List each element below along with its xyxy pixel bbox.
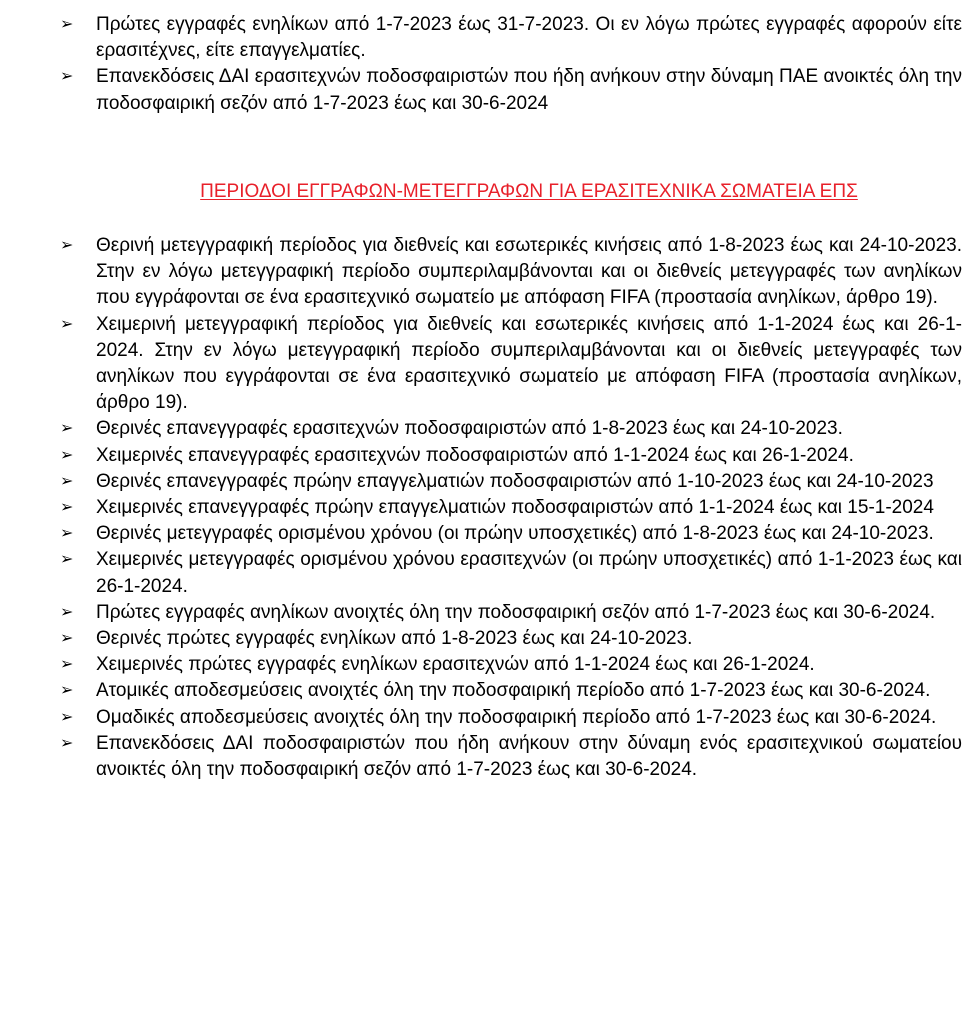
list-item xyxy=(60,443,962,469)
section-heading: ΠΕΡΙΟΔΟΙ ΕΓΓΡΑΦΩΝ-ΜΕΤΕΓΓΡΑΦΩΝ ΓΙΑ ΕΡΑΣΙΤΕΧΝΙΚΑ ΣΩΜΑΤΕΙΑ ΕΠΣ xyxy=(200,181,858,202)
list-item-text: Χειμερινές πρώτες εγγραφές ενηλίκων ερασιτεχνών από 1-1-2024 έως και 26-1-2024. xyxy=(96,654,815,676)
list-item-text: Ατομικές αποδεσμεύσεις ανοιχτές όλη την ποδοσφαιρική περίοδο από 1-7-2023 έως και 30-6-2024. xyxy=(96,680,931,702)
top-bullet-list xyxy=(60,12,962,117)
list-item-text: Ομαδικές αποδεσμεύσεις ανοιχτές όλη την ποδοσφαιρική περίοδο από 1-7-2023 έως και 30-6-2024. xyxy=(96,706,937,728)
arrow-right-icon: ➢ xyxy=(60,525,74,543)
list-item-text: Πρώτες εγγραφές ενηλίκων από 1-7-2023 έως 31-7-2023. Οι εν λόγω πρώτες εγγραφές αφορούν είτε ερασιτέχνες, είτε επαγγελματίες. xyxy=(96,14,962,62)
list-item-text: Χειμερινές μετεγγραφές ορισμένου χρόνου ερασιτεχνών (οι πρώην υποσχετικές) από 1-1-2023 έως και 26-1-2024. xyxy=(96,549,962,597)
arrow-right-icon: ➢ xyxy=(60,682,74,700)
list-item xyxy=(60,495,962,521)
list-item-text: Χειμερινή μετεγγραφική περίοδος για διεθνείς και εσωτερικές κινήσεις από 1-1-2024 έως και 26-1-2024. Στην εν λόγω μετεγγραφική περίοδο συμπεριλαμβάνονται και οι διεθνείς μετεγγραφές των ανηλίκων που εγγράφονται σε ένα ερασιτεχνικό σωματείο με απόφαση FIFA (προστασία ανηλίκων, άρθρο 19). xyxy=(96,313,962,414)
list-item xyxy=(60,678,962,704)
list-item-text: Θερινές πρώτες εγγραφές ενηλίκων από 1-8-2023 έως και 24-10-2023. xyxy=(96,628,693,650)
list-item xyxy=(60,12,962,64)
list-item xyxy=(60,469,962,495)
list-item-text: Πρώτες εγγραφές ανηλίκων ανοιχτές όλη την ποδοσφαιρική σεζόν από 1-7-2023 έως και 30-6-2024. xyxy=(96,601,936,623)
arrow-right-icon: ➢ xyxy=(60,551,74,569)
list-item xyxy=(60,416,962,442)
list-item xyxy=(60,652,962,678)
periods-bullet-list xyxy=(60,233,962,783)
list-item-text: Χειμερινές επανεγγραφές πρώην επαγγελματιών ποδοσφαιριστών από 1-1-2024 έως και 15-1-2024 xyxy=(96,497,934,519)
arrow-right-icon: ➢ xyxy=(60,656,74,674)
list-item-text: Θερινές επανεγγραφές ερασιτεχνών ποδοσφαιριστών από 1-8-2023 έως και 24-10-2023. xyxy=(96,418,843,440)
arrow-right-icon: ➢ xyxy=(60,472,74,490)
arrow-right-icon: ➢ xyxy=(60,708,74,726)
list-item-text: Επανεκδόσεις ΔΑΙ ποδοσφαιριστών που ήδη ανήκουν στην δύναμη ενός ερασιτεχνικού σωματείου ανοικτές όλη την ποδοσφαιρική σεζόν από 1-7-2023 έως και 30-6-2024. xyxy=(96,732,962,781)
arrow-right-icon: ➢ xyxy=(60,603,74,621)
list-item xyxy=(60,731,962,783)
arrow-right-icon: ➢ xyxy=(60,16,74,33)
list-item-text: Χειμερινές επανεγγραφές ερασιτεχνών ποδοσφαιριστών από 1-1-2024 έως και 26-1-2024. xyxy=(96,444,854,466)
list-item xyxy=(60,626,962,652)
list-item xyxy=(60,547,962,599)
arrow-right-icon: ➢ xyxy=(60,734,74,752)
arrow-right-icon: ➢ xyxy=(60,499,74,517)
arrow-right-icon: ➢ xyxy=(60,420,74,438)
list-item xyxy=(60,64,962,116)
list-item xyxy=(60,233,962,312)
list-item-text: Θερινές επανεγγραφές πρώην επαγγελματιών ποδοσφαιριστών από 1-10-2023 έως και 24-10-2023 xyxy=(96,470,934,492)
list-item-text: Θερινή μετεγγραφική περίοδος για διεθνείς και εσωτερικές κινήσεις από 1-8-2023 έως και 24-10-2023. Στην εν λόγω μετεγγραφική περίοδο συμπεριλαμβάνονται και οι διεθνείς μετεγγραφές των ανηλίκων που εγγράφονται σε ένα ερασιτεχνικό σωματείο με απόφαση FIFA (προστασία ανηλίκων, άρθρο 19). xyxy=(96,235,962,309)
arrow-right-icon: ➢ xyxy=(60,630,74,648)
arrow-right-icon: ➢ xyxy=(60,315,74,333)
list-item-text: Επανεκδόσεις ΔΑΙ ερασιτεχνών ποδοσφαιριστών που ήδη ανήκουν στην δύναμη ΠΑΕ ανοικτές όλη την ποδοσφαιρική σεζόν από 1-7-2023 έως και 30-6-2024 xyxy=(96,66,962,114)
list-item xyxy=(60,521,962,547)
arrow-right-icon: ➢ xyxy=(60,446,74,464)
arrow-right-icon: ➢ xyxy=(60,68,74,86)
arrow-right-icon: ➢ xyxy=(60,237,74,254)
list-item xyxy=(60,600,962,626)
list-item xyxy=(60,705,962,731)
list-item xyxy=(60,312,962,417)
list-item-text: Θερινές μετεγγραφές ορισμένου χρόνου (οι πρώην υποσχετικές) από 1-8-2023 έως και 24-10-2023. xyxy=(96,523,934,545)
